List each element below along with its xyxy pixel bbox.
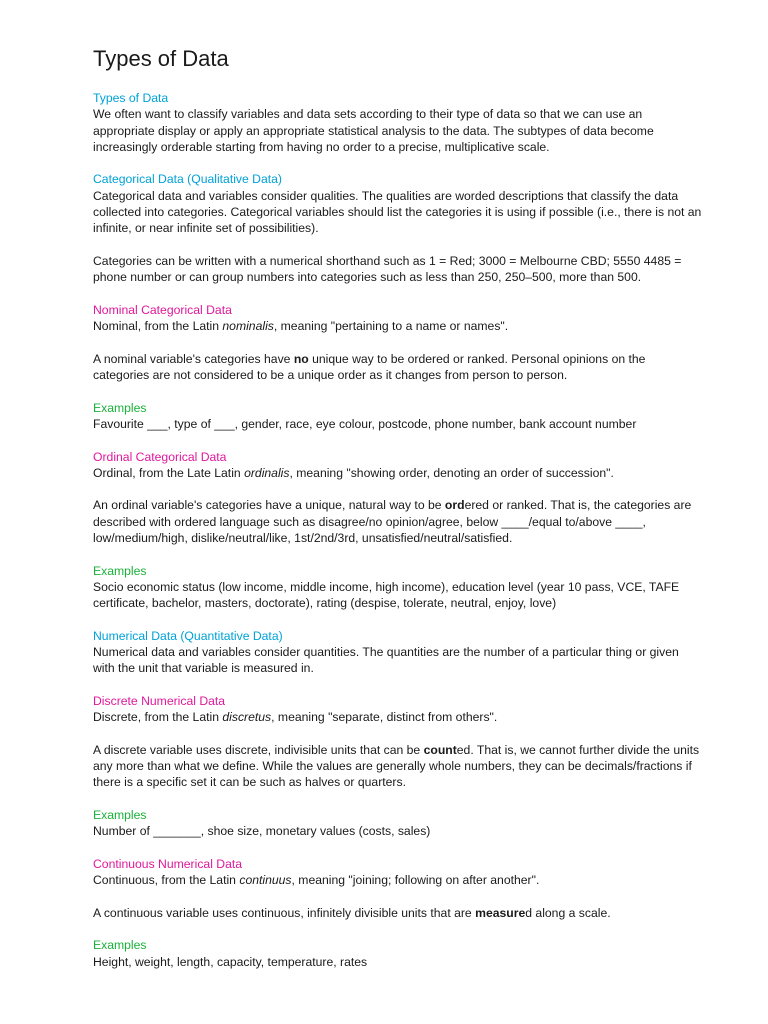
continuous-examples-heading: Examples bbox=[93, 938, 147, 953]
discrete-definition: A discrete variable uses discrete, indivisible units that can be counted. That is, we cannot further divide the units any more than what we define. While the values are generally whole numbers, they can be decimals/fractions if there is a specific set it can be such as halves or quarters. bbox=[93, 742, 700, 790]
discrete-etymology: Discrete, from the Latin discretus, meaning "separate, distinct from others". bbox=[93, 710, 498, 725]
ordinal-emphasis: ord bbox=[444, 498, 465, 513]
nominal-examples-heading: Examples bbox=[93, 400, 147, 415]
document-title: Types of Data bbox=[93, 46, 229, 71]
categorical-text-2: Categories can be written with a numerical shorthand such as 1 = Red; 3000 = Melbourne CBD; 5550 4485 = phone number or can group numbers into categories such as less than 250, 250–500, more than 500. bbox=[93, 253, 682, 285]
discrete-examples: Number of _______, shoe size, monetary values (costs, sales) bbox=[93, 824, 431, 839]
numerical-heading: Numerical Data (Quantitative Data) bbox=[93, 628, 283, 643]
ordinal-examples-heading: Examples bbox=[93, 563, 147, 578]
categorical-text-1: Categorical data and variables consider qualities. The qualities are worded descriptions that classify the data collected into categories. Categorical variables should list the categories it is using if possible (i.e., there is not an infinite, or near infinite set of possibilities). bbox=[93, 188, 702, 236]
categorical-heading: Categorical Data (Qualitative Data) bbox=[93, 172, 282, 187]
continuous-heading: Continuous Numerical Data bbox=[93, 856, 243, 871]
discrete-examples-heading: Examples bbox=[93, 808, 147, 823]
ordinal-etymology: Ordinal, from the Late Latin ordinalis, meaning "showing order, denoting an order of succession". bbox=[93, 465, 614, 480]
nominal-heading: Nominal Categorical Data bbox=[93, 302, 232, 317]
nominal-emphasis: no bbox=[293, 351, 309, 366]
types-text: We often want to classify variables and data sets according to their type of data so that we can use an appropriate display or apply an appropriate statistical analysis to the data. The subtypes of data become increasingly orderable starting from having no order to a precise, multiplicative scale. bbox=[93, 107, 654, 154]
ordinal-heading: Ordinal Categorical Data bbox=[93, 449, 227, 464]
continuous-etymology: Continuous, from the Latin continuus, meaning "joining; following on after another". bbox=[93, 873, 540, 888]
continuous-emphasis: measure bbox=[475, 905, 526, 920]
nominal-examples: Favourite ___, type of ___, gender, race, eye colour, postcode, phone number, bank account number bbox=[93, 416, 637, 431]
discrete-heading: Discrete Numerical Data bbox=[93, 693, 226, 708]
continuous-latin-word: continuus bbox=[239, 873, 292, 888]
continuous-examples: Height, weight, length, capacity, temperature, rates bbox=[93, 954, 368, 969]
ordinal-examples: Socio economic status (low income, middle income, high income), education level (year 10 pass, VCE, TAFE certificate, bachelor, masters, doctorate), rating (despise, tolerate, neutral, enjoy, love) bbox=[93, 579, 680, 611]
nominal-definition: A nominal variable's categories have no unique way to be ordered or ranked. Personal opinions on the categories are not considered to be a unique order as it changes from person to person. bbox=[93, 351, 646, 383]
numerical-text: Numerical data and variables consider quantities. The quantities are the number of a particular thing or given with the unit that variable is measured in. bbox=[93, 645, 679, 676]
continuous-definition: A continuous variable uses continuous, infinitely divisible units that are measured along a scale. bbox=[93, 905, 611, 920]
nominal-latin-word: nominalis bbox=[222, 319, 274, 334]
ordinal-latin-word: ordinalis bbox=[244, 465, 290, 480]
document-page bbox=[93, 44, 703, 970]
discrete-emphasis: count bbox=[423, 742, 457, 757]
types-heading: Types of Data bbox=[93, 91, 169, 105]
discrete-latin-word: discretus bbox=[222, 710, 272, 725]
ordinal-definition: An ordinal variable's categories have a unique, natural way to be ordered or ranked. That is, the categories are described with ordered language such as disagree/no opinion/agree, below ____/equal to/above ____, low/medium/high, dislike/neutral/like, 1st/2nd/3rd, unsatisfied/neutral/satisfied. bbox=[93, 498, 692, 546]
nominal-etymology: Nominal, from the Latin nominalis, meaning "pertaining to a name or names". bbox=[93, 319, 509, 334]
